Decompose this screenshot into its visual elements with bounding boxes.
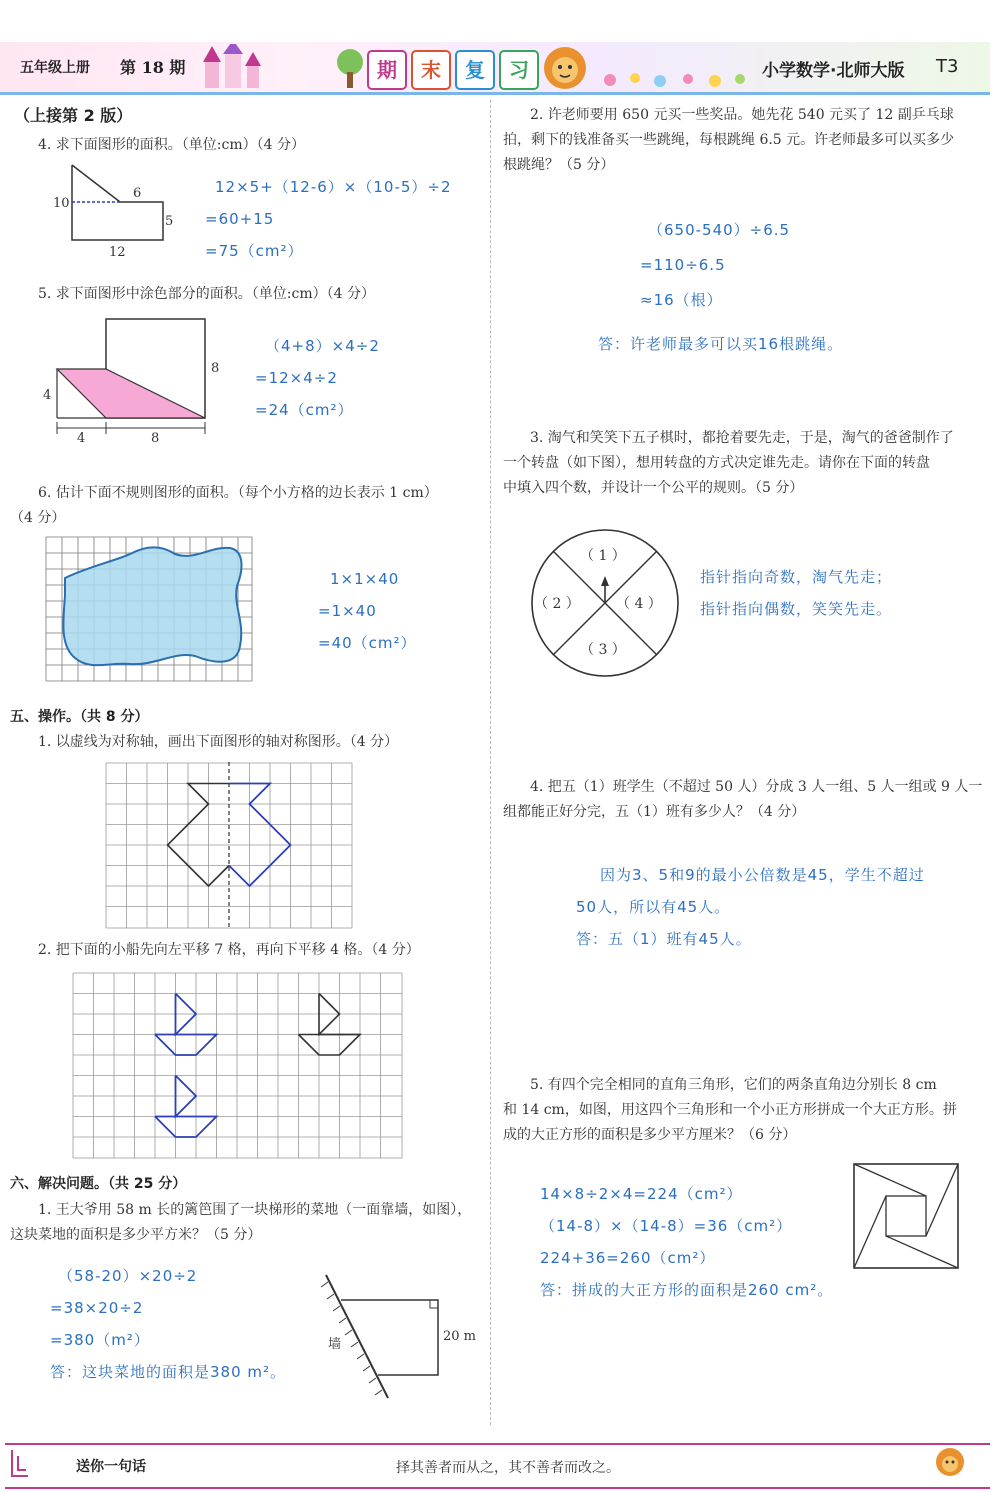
spinner-slot-2: （ 2 ） bbox=[534, 596, 580, 612]
sec5-q1-text: 1. 以虚线为对称轴，画出下面图形的轴对称图形。（4 分） bbox=[38, 734, 399, 750]
spinner-slot-1: （ 1 ） bbox=[580, 548, 626, 564]
sec6-q1-line2: 这块菜地的面积是多少平方米？（5 分） bbox=[10, 1227, 262, 1243]
answer-line: 1×1×40 bbox=[330, 570, 400, 588]
answer-line: =380（m²） bbox=[50, 1331, 150, 1349]
r-q2-line1: 2. 许老师要用 650 元买一些奖品。她先花 540 元买了 12 副乒乓球 bbox=[530, 107, 954, 123]
q5-label-4-side: 4 bbox=[43, 388, 52, 403]
r-q2-conclusion: 答：许老师最多可以买16根跳绳。 bbox=[598, 335, 844, 353]
issue-number: 第 18 期 bbox=[120, 58, 186, 77]
height-label: 20 m bbox=[443, 1329, 477, 1344]
continue-note: （上接第 2 版） bbox=[14, 106, 133, 125]
r-q5-line2: 和 14 cm，如图，用这四个三角形和一个小正方形拼成一个大正方形。拼 bbox=[503, 1102, 957, 1118]
q5-label-8-bottom: 8 bbox=[151, 431, 160, 446]
answer-line: ≈16（根） bbox=[640, 291, 723, 309]
answer-line: =110÷6.5 bbox=[640, 256, 726, 274]
column-divider bbox=[490, 100, 491, 1425]
footer-mascot-icon bbox=[930, 1440, 970, 1480]
q4-label-5: 5 bbox=[165, 214, 174, 229]
answer-line: 12×5+（12-6）×（10-5）÷2 bbox=[215, 178, 452, 196]
q5-answer bbox=[255, 330, 380, 426]
trapezoid-garden-figure bbox=[318, 1270, 478, 1405]
spinner-slot-4: （ 4 ） bbox=[616, 596, 662, 612]
answer-line: =60+15 bbox=[205, 210, 275, 228]
r-q5-answer bbox=[540, 1178, 833, 1306]
answer-line: （650-540）÷6.5 bbox=[648, 221, 791, 239]
answer-line: =40（cm²） bbox=[318, 634, 417, 652]
tree-illustration bbox=[335, 46, 365, 90]
r-q3-answer bbox=[700, 561, 892, 625]
q4-label-6: 6 bbox=[133, 186, 142, 201]
spinner-slot-3: （ 3 ） bbox=[580, 642, 626, 658]
badge-qi: 期 bbox=[367, 50, 407, 90]
q4-label-10: 10 bbox=[53, 196, 70, 211]
badge-fu: 复 bbox=[455, 50, 495, 90]
q5-figure bbox=[35, 312, 225, 447]
answer-conclusion: 答：拼成的大正方形的面积是260 cm²。 bbox=[540, 1281, 834, 1299]
answer-line: 14×8÷2×4=224（cm²） bbox=[540, 1185, 743, 1203]
sec5-q2-text: 2. 把下面的小船先向左平移 7 格，再向下平移 4 格。（4 分） bbox=[38, 942, 420, 958]
q5-label-8-side: 8 bbox=[211, 361, 220, 376]
answer-line: 指针指向偶数，笑笑先走。 bbox=[700, 600, 893, 618]
symmetry-grid-figure bbox=[105, 762, 355, 930]
sec6-q1-answer bbox=[50, 1260, 286, 1388]
badge-xi: 习 bbox=[499, 50, 539, 90]
page-code: T3 bbox=[936, 56, 959, 77]
q6-score: （4 分） bbox=[10, 510, 66, 526]
answer-line: 50人，所以有45人。 bbox=[576, 898, 731, 916]
r-q4-line1: 4. 把五（1）班学生（不超过 50 人）分成 3 人一组、5 人一组或 9 人一 bbox=[530, 779, 983, 795]
spinner-figure bbox=[530, 528, 680, 678]
answer-conclusion: 答：这块菜地的面积是380 m²。 bbox=[50, 1363, 287, 1381]
footer-label: 送你一句话 bbox=[76, 1459, 146, 1475]
q6-text: 6. 估计下面不规则图形的面积。（每个小方格的边长表示 1 cm） bbox=[38, 485, 438, 501]
answer-line: 224+36=260（cm²） bbox=[540, 1249, 716, 1267]
r-q3-line3: 中填入四个数，并设计一个公平的规则。（5 分） bbox=[503, 480, 804, 496]
answer-line: =75（cm²） bbox=[205, 242, 304, 260]
r-q3-line1: 3. 淘气和笑笑下五子棋时，都抢着要先走，于是，淘气的爸爸制作了 bbox=[530, 430, 954, 446]
answer-line: =12×4÷2 bbox=[255, 369, 338, 387]
answer-line: 因为3、5和9的最小公倍数是45，学生不超过 bbox=[600, 866, 925, 884]
q5-text: 5. 求下面图形中涂色部分的面积。（单位:cm）（4 分） bbox=[38, 286, 375, 302]
castle-illustration bbox=[195, 44, 275, 90]
lion-mascot-icon bbox=[540, 44, 590, 92]
q4-text: 4. 求下面图形的面积。（单位:cm）（4 分） bbox=[38, 137, 305, 153]
answer-line: （58-20）×20÷2 bbox=[58, 1267, 198, 1285]
r-q3-line2: 一个转盘（如下图），想用转盘的方式决定谁先走。请你在下面的转盘 bbox=[503, 455, 930, 471]
pinwheel-square-figure bbox=[852, 1162, 960, 1270]
wall-label: 墙 bbox=[328, 1337, 342, 1352]
r-q4-answer bbox=[576, 859, 925, 955]
q6-grid-figure bbox=[45, 536, 255, 682]
answer-line: （14-8）×（14-8）=36（cm²） bbox=[540, 1217, 793, 1235]
answer-line: =38×20÷2 bbox=[50, 1299, 144, 1317]
q4-label-12: 12 bbox=[109, 245, 126, 260]
r-q5-line1: 5. 有四个完全相同的直角三角形，它们的两条直角边分别长 8 cm bbox=[530, 1077, 937, 1093]
subject-label: 小学数学·北师大版 bbox=[762, 61, 905, 81]
section5-title: 五、操作。（共 8 分） bbox=[10, 709, 149, 725]
footer-quote: 择其善者而从之，其不善者而改之。 bbox=[396, 1460, 620, 1476]
footer-corner-icon bbox=[8, 1448, 32, 1480]
r-q2-line3: 根跳绳？（5 分） bbox=[503, 157, 615, 173]
answer-line: =24（cm²） bbox=[255, 401, 354, 419]
header-left-label: 五年级上册 bbox=[20, 60, 90, 76]
q6-answer bbox=[318, 563, 417, 659]
answer-line: 指针指向奇数，淘气先走； bbox=[700, 568, 893, 586]
r-q2-answer bbox=[640, 213, 790, 318]
q4-answer bbox=[205, 171, 452, 267]
answer-conclusion: 答：五（1）班有45人。 bbox=[576, 930, 752, 948]
r-q4-line2: 组都能正好分完，五（1）班有多少人？（4 分） bbox=[503, 804, 806, 820]
section6-title: 六、解决问题。（共 25 分） bbox=[10, 1176, 187, 1192]
answer-line: （4+8）×4÷2 bbox=[265, 337, 380, 355]
q5-label-4-bottom: 4 bbox=[77, 431, 86, 446]
badge-mo: 末 bbox=[411, 50, 451, 90]
sec6-q1-line1: 1. 王大爷用 58 m 长的篱笆围了一块梯形的菜地（一面靠墙，如图）， bbox=[38, 1202, 472, 1218]
boat-grid-figure bbox=[72, 972, 404, 1160]
r-q2-line2: 拍，剩下的钱准备买一些跳绳，每根跳绳 6.5 元。许老师最多可以买多少 bbox=[503, 132, 955, 148]
answer-line: =1×40 bbox=[318, 602, 377, 620]
flowers-illustration bbox=[600, 60, 750, 90]
r-q5-line3: 成的大正方形的面积是多少平方厘米？（6 分） bbox=[503, 1127, 797, 1143]
q4-figure bbox=[45, 160, 195, 260]
